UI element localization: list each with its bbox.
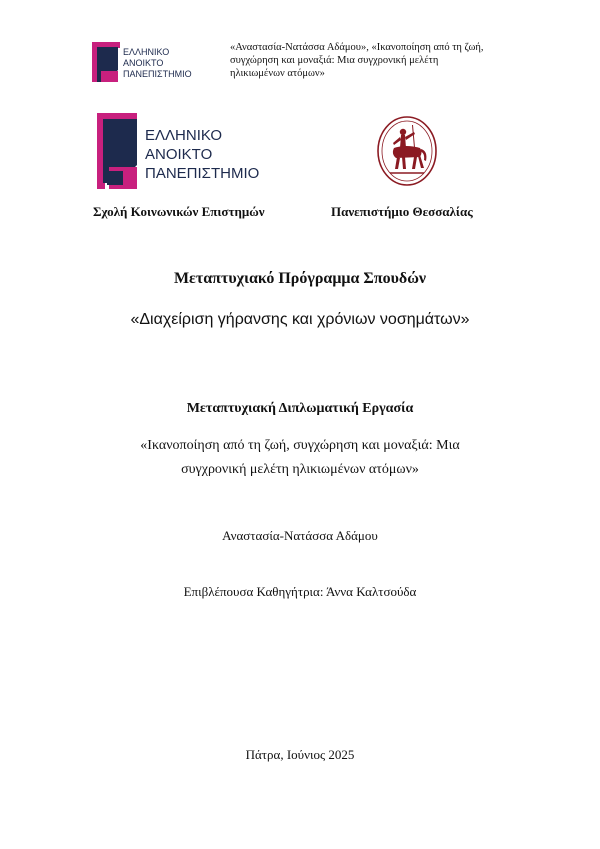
eap-header-logo <box>92 40 207 84</box>
program-subtitle: «Διαχείριση γήρανσης και χρόνιων νοσημάτων» <box>130 311 470 328</box>
header-logo-line-3: ΠΑΝΕΠΙΣΤΗΜΙΟ <box>123 69 192 79</box>
citation-line: «Αναστασία-Νατάσσα Αδάμου», «Ικανοποίηση από τη ζωή, <box>230 42 484 53</box>
author-name: Αναστασία-Νατάσσα Αδάμου <box>222 528 378 543</box>
eap-logo-line-3: ΠΑΝΕΠΙΣΤΗΜΙΟ <box>145 165 260 182</box>
thesis-title-line: συγχρονική μελέτη ηλικιωμένων ατόμων» <box>181 462 419 477</box>
citation-line: συγχώρηση και μοναξιά: Μια συγχρονική μελέτη <box>230 55 439 66</box>
header-logo-line-2: ΑΝΟΙΚΤΟ <box>123 58 164 68</box>
supervisor: Επιβλέπουσα Καθηγήτρια: Άννα Καλτσούδα <box>183 584 417 599</box>
place-date: Πάτρα, Ιούνιος 2025 <box>245 747 355 762</box>
citation-line: ηλικιωμένων ατόμων» <box>230 68 325 79</box>
thesis-title-line: «Ικανοποίηση από τη ζωή, συγχώρηση και μοναξιά: Μια <box>140 438 460 453</box>
thesis-label: Μεταπτυχιακή Διπλωματική Εργασία <box>186 401 414 416</box>
uth-centaur-seal <box>376 115 438 187</box>
school-name: Σχολή Κοινωνικών Επιστημών <box>93 204 265 219</box>
header-logo-line-1: ΕΛΛΗΝΙΚΟ <box>123 47 170 57</box>
header-citation <box>230 41 560 80</box>
university-name: Πανεπιστήμιο Θεσσαλίας <box>331 204 473 219</box>
program-title: Μεταπτυχιακό Πρόγραμμα Σπουδών <box>173 270 427 287</box>
thesis-title <box>0 434 600 482</box>
eap-logo-line-1: ΕΛΛΗΝΙΚΟ <box>145 127 223 144</box>
eap-logo <box>97 113 287 189</box>
eap-logo-line-2: ΑΝΟΙΚΤΟ <box>145 146 213 163</box>
